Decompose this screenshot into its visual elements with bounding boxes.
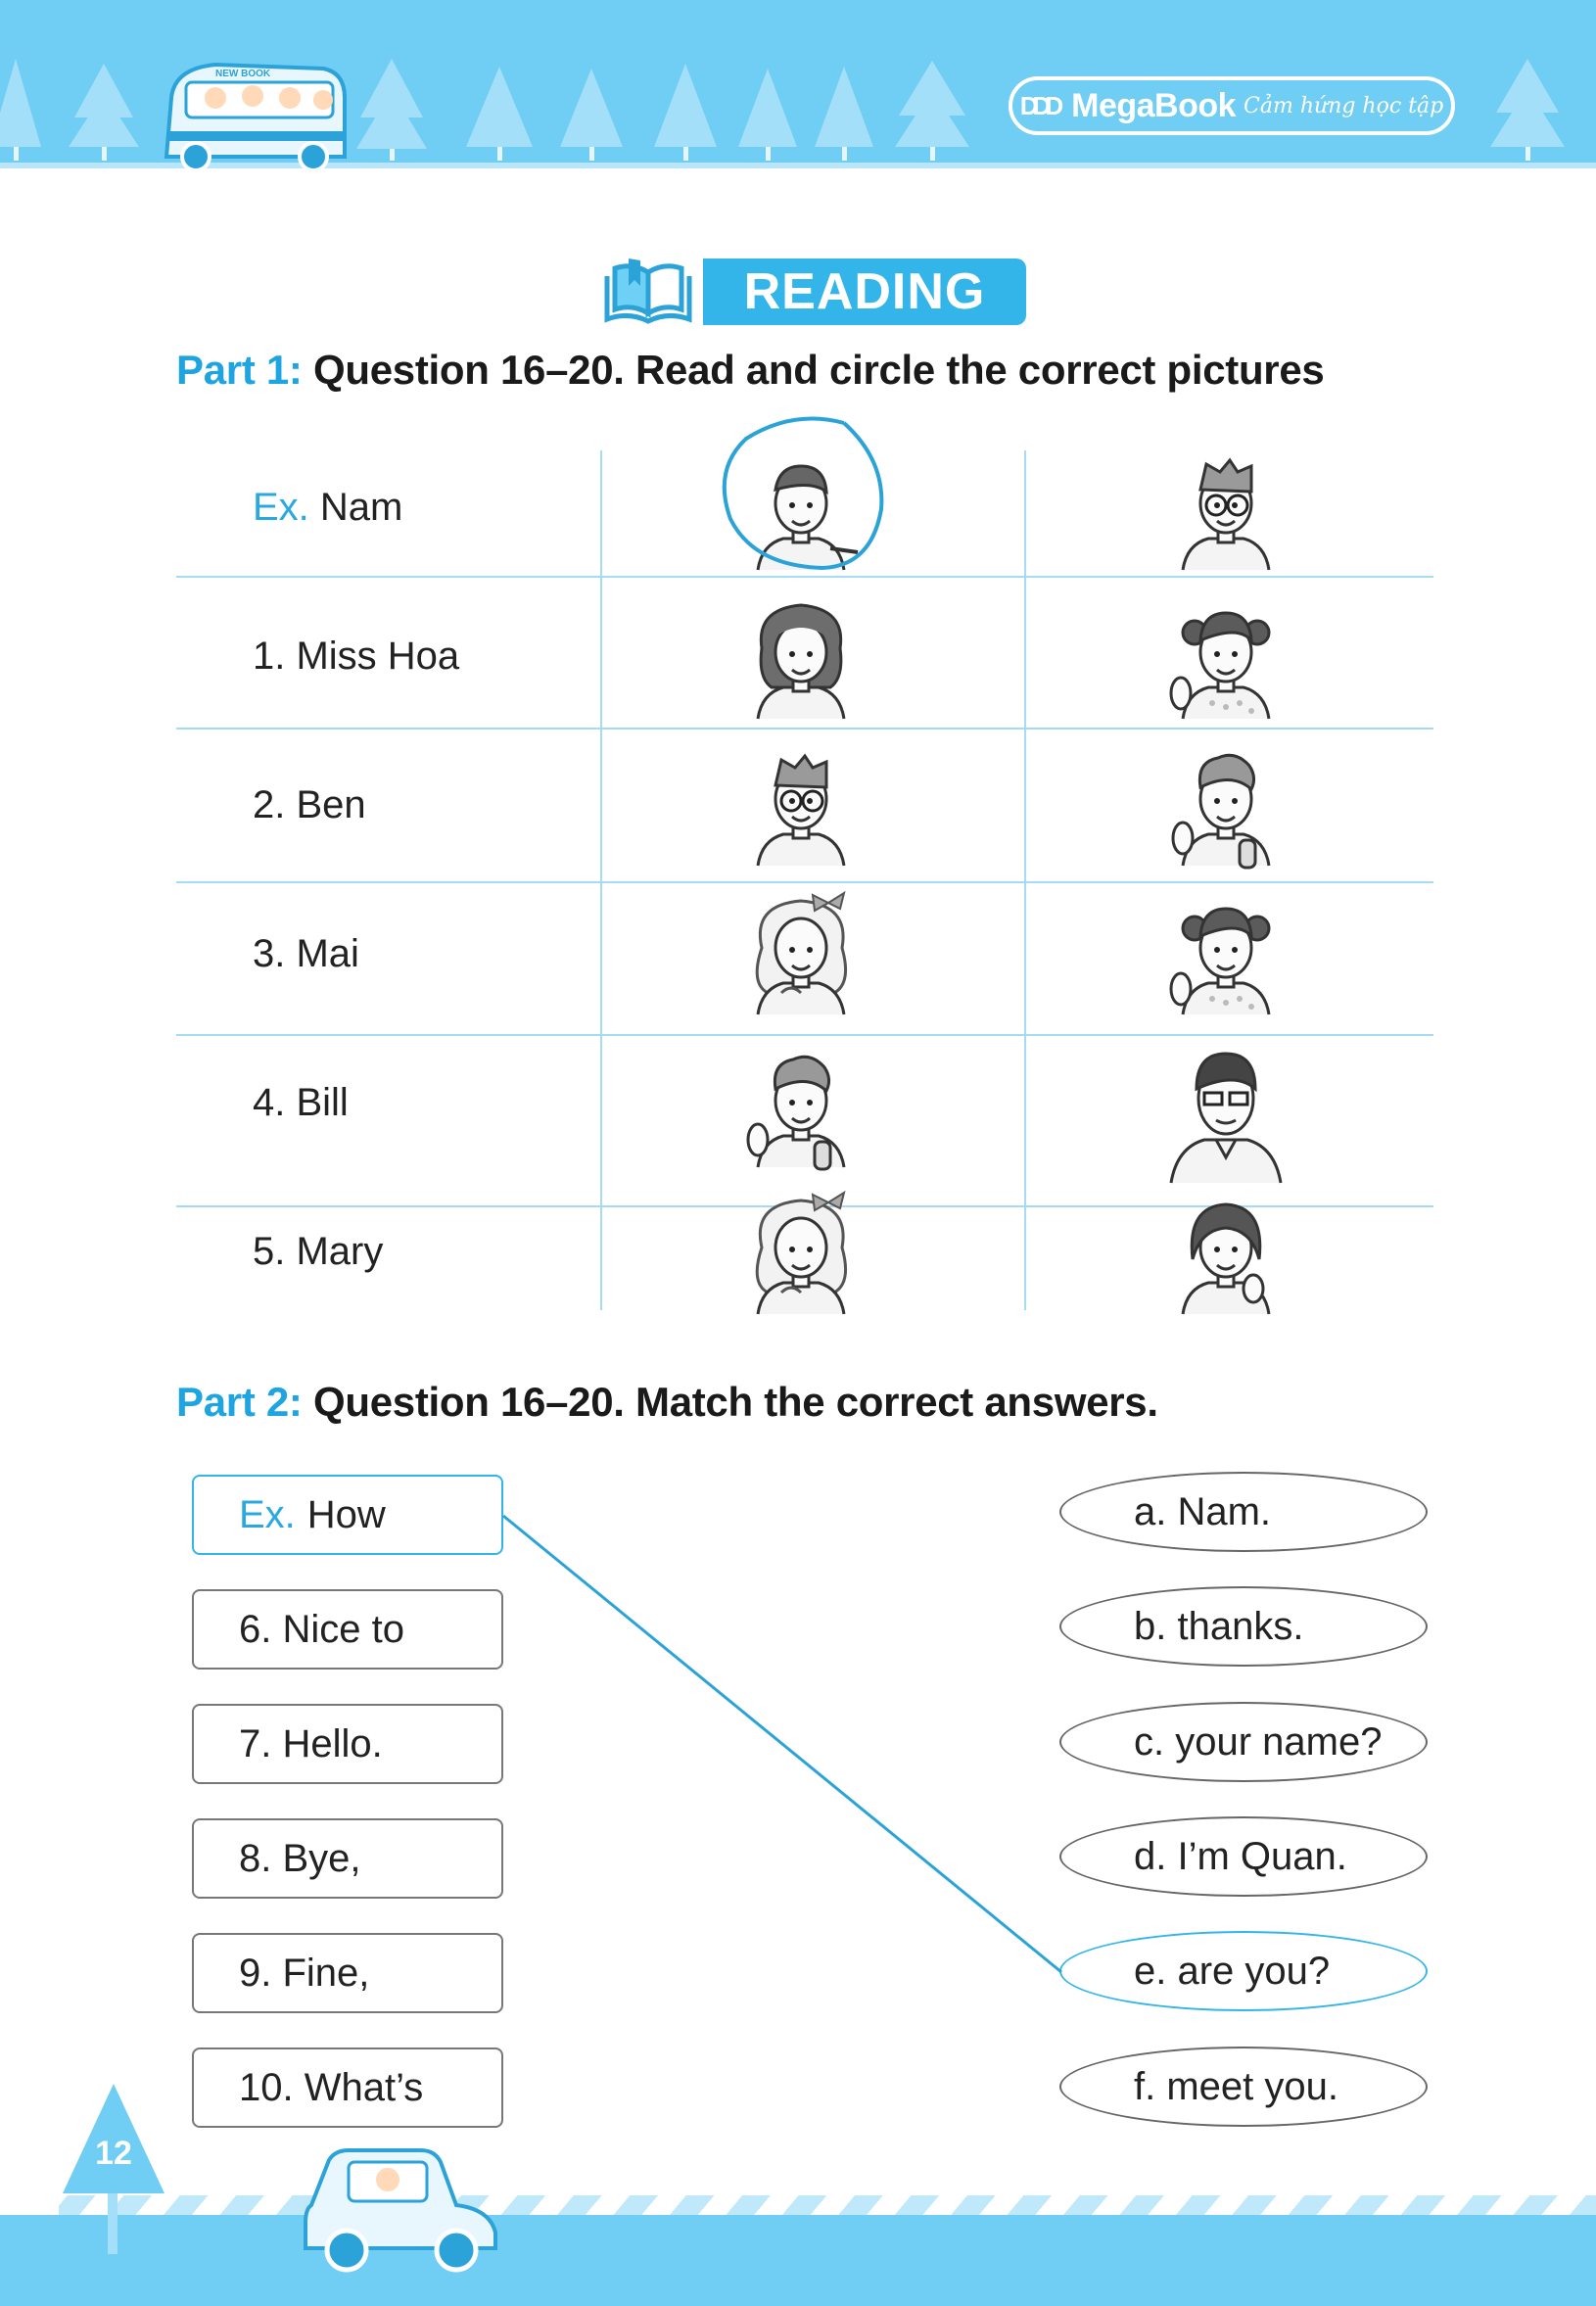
part1-heading (176, 347, 1324, 394)
tree-icon (895, 90, 969, 147)
tree-icon (0, 59, 41, 147)
tree-icon (815, 67, 873, 147)
table-row-label: 1. Miss Hoa (253, 635, 460, 678)
match-right-item[interactable]: b. thanks. (1059, 1586, 1428, 1667)
open-book-icon (599, 257, 697, 327)
table-divider (176, 1205, 1433, 1207)
match-left-item[interactable]: Ex. How (192, 1475, 503, 1555)
match-right-item[interactable]: a. Nam. (1059, 1472, 1428, 1552)
page-number: 12 (95, 2135, 132, 2172)
match-left-item[interactable]: 9. Fine, (192, 1933, 503, 2013)
tree-icon (356, 90, 427, 149)
match-left-item[interactable]: 6. Nice to (192, 1589, 503, 1670)
tree-icon (466, 67, 533, 147)
table-row-label: 4. Bill (253, 1081, 349, 1124)
boy-curly-waving-picture (1173, 755, 1269, 868)
table-divider (176, 728, 1433, 729)
girl-pigtails-waving-picture (1171, 909, 1269, 1014)
example-tag: Ex. (239, 1492, 296, 1536)
tree-icon (738, 69, 797, 147)
tree-icon (69, 93, 139, 147)
match-left-item[interactable]: 10. What’s (192, 2047, 503, 2128)
table-row-label: 5. Mary (253, 1230, 384, 1273)
table-divider (600, 450, 602, 1310)
brand-tagline: Cảm hứng học tập (1244, 93, 1444, 118)
example-tag: Ex. (253, 486, 309, 529)
table-divider (176, 576, 1433, 578)
table-row-label: 3. Mai (253, 932, 359, 975)
man-glasses-picture (1171, 1054, 1281, 1183)
part2-title: Question 16–20. Match the correct answers. (313, 1379, 1158, 1425)
part1-title: Question 16–20. Read and circle the correct pictures (313, 347, 1325, 393)
match-right-item[interactable]: d. I’m Quan. (1059, 1816, 1428, 1897)
tree-icon (1490, 88, 1565, 147)
part2-tag: Part 2: (176, 1379, 303, 1425)
table-row-label: 2. Ben (253, 783, 366, 826)
section-title: READING (743, 263, 986, 320)
match-right-item[interactable]: c. your name? (1059, 1702, 1428, 1782)
brand-name: MegaBook (1071, 86, 1237, 124)
girl-curly-bow-picture (757, 1193, 845, 1314)
match-right-item[interactable]: e. are you? (1059, 1931, 1428, 2011)
girl-pigtails-waving-picture (1171, 613, 1269, 719)
footer-art (0, 2076, 548, 2306)
girl-short-hair-picture (1183, 1204, 1269, 1314)
table-divider (1024, 450, 1026, 1310)
brand-logo-mark: DDD (1019, 90, 1058, 120)
boy-glasses-picture (1183, 460, 1269, 570)
match-left-item[interactable]: 7. Hello. (192, 1704, 503, 1784)
example-match-line (503, 1516, 1061, 1972)
part1-tag: Part 1: (176, 347, 303, 393)
boy-glasses-picture (758, 756, 844, 866)
tree-icon (654, 64, 717, 147)
table-divider (176, 1034, 1433, 1036)
table-row-label: Ex. Nam (253, 486, 403, 529)
bus-sign: NEW BOOK (215, 69, 271, 79)
table-divider (176, 881, 1433, 883)
boy-curly-waving-picture (748, 1057, 844, 1169)
tree-icon (560, 69, 623, 147)
car-icon (305, 2150, 495, 2270)
part2-heading (176, 1379, 1158, 1426)
answer-circle-mark (725, 419, 882, 568)
woman-curly-hair-picture (758, 605, 844, 719)
brand-badge[interactable] (1009, 76, 1455, 135)
boy-pointing-picture (758, 466, 858, 570)
girl-curly-bow-picture (757, 893, 845, 1014)
match-left-item[interactable]: 8. Bye, (192, 1818, 503, 1899)
bus-icon (166, 65, 345, 168)
match-right-item[interactable]: f. meet you. (1059, 2047, 1428, 2127)
